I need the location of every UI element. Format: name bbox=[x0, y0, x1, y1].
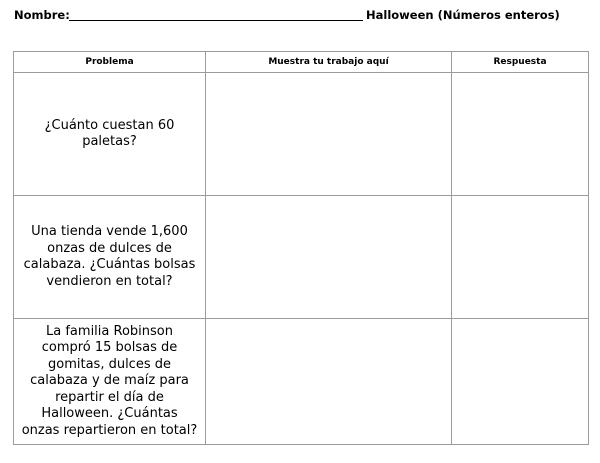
work-cell[interactable] bbox=[206, 73, 452, 196]
column-header-work: Muestra tu trabajo aquí bbox=[206, 52, 452, 73]
problem-text: Una tienda vende 1,600 onzas de dulces de calabaza. ¿Cuántas bolsas vendieron en total? bbox=[14, 196, 206, 319]
problem-text: ¿Cuánto cuestan 60 paletas? bbox=[14, 73, 206, 196]
work-cell[interactable] bbox=[206, 319, 452, 445]
problem-text: La familia Robinson compró 15 bolsas de gomitas, dulces de calabaza y de maíz para repartir el día de Halloween. ¿Cuántas onzas repartieron en total? bbox=[14, 319, 206, 445]
worksheet-header bbox=[14, 8, 594, 26]
table-row bbox=[14, 73, 589, 196]
table-header-row bbox=[14, 52, 589, 73]
worksheet-title: Halloween (Números enteros) bbox=[366, 8, 560, 22]
name-label: Nombre: bbox=[14, 8, 70, 22]
table-row bbox=[14, 319, 589, 445]
column-header-answer: Respuesta bbox=[452, 52, 589, 73]
problem-table bbox=[13, 51, 589, 445]
column-header-problem: Problema bbox=[14, 52, 206, 73]
answer-cell[interactable] bbox=[452, 196, 589, 319]
answer-cell[interactable] bbox=[452, 319, 589, 445]
work-cell[interactable] bbox=[206, 196, 452, 319]
name-blank-line[interactable] bbox=[69, 20, 363, 21]
table-row bbox=[14, 196, 589, 319]
answer-cell[interactable] bbox=[452, 73, 589, 196]
